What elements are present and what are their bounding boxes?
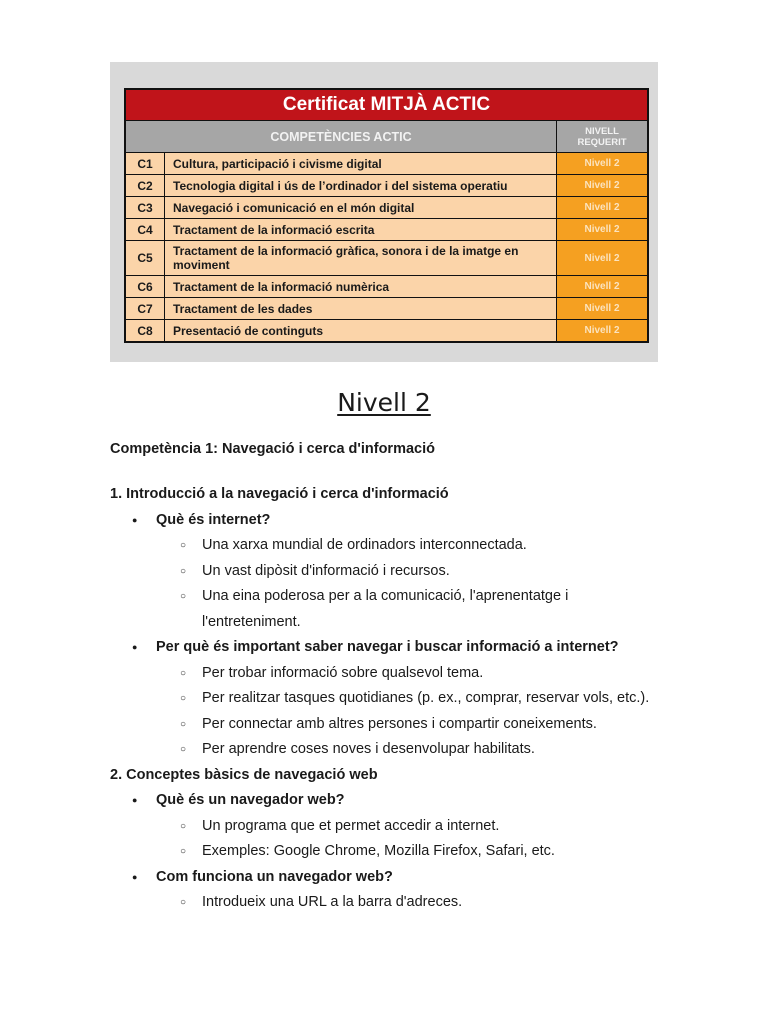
certificate-title: Certificat MITJÀ ACTIC — [126, 90, 647, 121]
row-code: C1 — [126, 153, 165, 174]
document-body — [110, 438, 670, 916]
row-name: Tractament de les dades — [165, 298, 557, 319]
sub-list-item — [110, 661, 670, 687]
circle-bullet-icon: ○ — [180, 744, 187, 755]
header-level-line2: REQUERIT — [577, 136, 627, 148]
row-level: Nivell 2 — [557, 197, 647, 218]
row-code: C8 — [126, 320, 165, 341]
row-name: Cultura, participació i civisme digital — [165, 153, 557, 174]
certificate-figure — [110, 62, 658, 362]
circle-bullet-icon: ○ — [180, 540, 187, 551]
row-level: Nivell 2 — [557, 175, 647, 196]
sub-list-item — [110, 584, 670, 635]
page-title: Nivell 2 — [337, 388, 431, 417]
sub-list-item — [110, 839, 670, 865]
list-item — [110, 865, 670, 891]
bullet-dot-icon: ● — [132, 871, 138, 882]
sub-list-item — [110, 559, 670, 585]
table-row — [126, 241, 647, 276]
table-row — [126, 153, 647, 175]
sub-item-text: Exemples: Google Chrome, Mozilla Firefox, Safari, etc. — [202, 843, 555, 859]
sub-list-item — [110, 890, 670, 916]
row-level: Nivell 2 — [557, 298, 647, 319]
bullet-text: Què és internet? — [156, 511, 271, 528]
header-level-line1: NIVELL — [585, 125, 619, 137]
circle-bullet-icon: ○ — [180, 565, 187, 577]
list-item — [110, 635, 670, 661]
bullet-dot-icon: ● — [132, 642, 138, 652]
row-code: C7 — [126, 298, 165, 319]
sub-item-text: Una eina poderosa per a la comunicació, l'aprenentatge i l'entreteniment. — [202, 588, 569, 630]
bullet-text: Què és un navegador web? — [156, 792, 345, 808]
circle-bullet-icon: ○ — [180, 718, 187, 730]
section-title: 1. Introducció a la navegació i cerca d'informació — [110, 486, 449, 502]
table-row — [126, 276, 647, 298]
circle-bullet-icon: ○ — [180, 897, 187, 908]
sub-item-text: Per aprendre coses noves i desenvolupar habilitats. — [202, 741, 535, 757]
row-code: C2 — [126, 175, 165, 196]
row-name: Tractament de la informació escrita — [165, 219, 557, 240]
sub-list-item — [110, 533, 670, 559]
certificate-table — [124, 88, 649, 343]
circle-bullet-icon: ○ — [180, 820, 187, 832]
row-code: C5 — [126, 241, 165, 275]
table-row — [126, 320, 647, 341]
row-level: Nivell 2 — [557, 153, 647, 174]
row-name: Presentació de continguts — [165, 320, 557, 341]
list-item — [110, 788, 670, 814]
row-name: Navegació i comunicació en el món digital — [165, 197, 557, 218]
circle-bullet-icon: ○ — [180, 667, 187, 679]
row-level: Nivell 2 — [557, 241, 647, 275]
sub-item-text: Per connectar amb altres persones i compartir coneixements. — [202, 715, 597, 732]
row-name: Tractament de la informació gràfica, sonora i de la imatge en moviment — [165, 241, 557, 275]
bullet-text: Com funciona un navegador web? — [156, 868, 393, 885]
sub-item-text: Un programa que et permet accedir a internet. — [202, 817, 500, 834]
header-level — [557, 121, 647, 152]
circle-bullet-icon: ○ — [180, 846, 187, 857]
circle-bullet-icon: ○ — [180, 693, 187, 704]
table-header — [126, 121, 647, 153]
row-name: Tractament de la informació numèrica — [165, 276, 557, 297]
circle-bullet-icon: ○ — [180, 591, 187, 602]
sub-item-text: Una xarxa mundial de ordinadors interconnectada. — [202, 537, 527, 553]
row-level: Nivell 2 — [557, 320, 647, 341]
table-row — [126, 175, 647, 197]
row-code: C3 — [126, 197, 165, 218]
row-level: Nivell 2 — [557, 219, 647, 240]
bullet-dot-icon: ● — [132, 795, 138, 805]
sub-item-text: Per realitzar tasques quotidianes (p. ex., comprar, reservar vols, etc.). — [202, 690, 650, 706]
table-row — [126, 197, 647, 219]
sub-list-item — [110, 686, 670, 712]
sub-list-item — [110, 737, 670, 763]
table-row — [126, 219, 647, 241]
table-row — [126, 298, 647, 320]
sub-item-text: Per trobar informació sobre qualsevol tema. — [202, 664, 484, 681]
sub-list-item — [110, 814, 670, 840]
sub-item-text: Un vast dipòsit d'informació i recursos. — [202, 562, 450, 579]
sub-list-item — [110, 712, 670, 738]
competence-title: Competència 1: Navegació i cerca d'informació — [110, 441, 435, 457]
row-name: Tecnologia digital i ús de l’ordinador i del sistema operatiu — [165, 175, 557, 196]
row-level: Nivell 2 — [557, 276, 647, 297]
header-competencies: COMPETÈNCIES ACTIC — [126, 121, 557, 152]
row-code: C6 — [126, 276, 165, 297]
bullet-text: Per què és important saber navegar i buscar informació a internet? — [156, 639, 619, 655]
row-code: C4 — [126, 219, 165, 240]
sub-item-text: Introdueix una URL a la barra d'adreces. — [202, 894, 463, 910]
section-title: 2. Conceptes bàsics de navegació web — [110, 766, 378, 783]
list-item — [110, 508, 670, 534]
bullet-dot-icon: ● — [132, 514, 138, 525]
